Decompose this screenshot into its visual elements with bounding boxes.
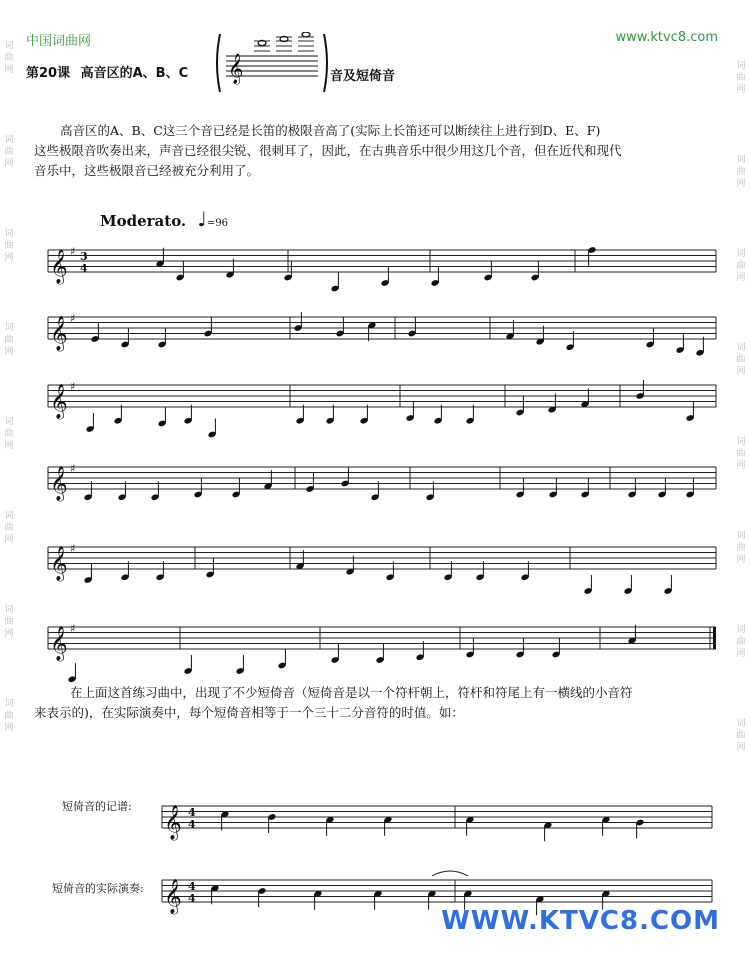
- time-sig-top: 3: [80, 250, 88, 263]
- intro-line-2: 这些极限音吹奏出来，声音已经很尖锐、很刺耳了，因此，在古典音乐中很少用这几个音，但在近代和现代: [34, 143, 622, 158]
- grace-line-2: 来表示的)，在实际演奏中，每个短倚音相等于一个三十二分音符的时值。如：: [34, 705, 464, 720]
- treble-clef-icon: 𝄞: [50, 466, 68, 501]
- treble-clef-icon: 𝄞: [50, 626, 68, 661]
- time-sig-top: 4: [188, 880, 196, 893]
- right-watermark-column: 词 曲 网 词 曲 网 词 曲 网 词 曲 网 词 曲 网 词 曲 网 词 曲 网 词 曲 网: [736, 61, 746, 753]
- tempo-text: Moderato.: [100, 212, 187, 230]
- intro-line-3: 音乐中，这些极限音已经被充分利用了。: [34, 163, 260, 178]
- time-sig-top: 4: [188, 806, 196, 819]
- lesson-title-suffix: 音及短倚音: [330, 69, 396, 84]
- key-sharp-icon: ♯: [70, 312, 76, 325]
- site-url-right[interactable]: www.ktvc8.com: [615, 30, 718, 45]
- treble-clef-icon: 𝄞: [164, 879, 182, 914]
- notation-label: 短倚音的记谱:: [62, 800, 132, 813]
- tie-arc: [432, 871, 468, 876]
- performance-label: 短倚音的实际演奏:: [52, 882, 144, 895]
- svg-text:𝄞: 𝄞: [228, 54, 244, 84]
- time-sig-bottom: 4: [80, 262, 88, 275]
- tempo-value: =96: [206, 218, 228, 229]
- treble-clef-icon: 𝄞: [164, 805, 182, 840]
- time-sig-bottom: 4: [188, 818, 196, 831]
- lesson-number: 第20课: [26, 66, 71, 81]
- key-sharp-icon: ♯: [70, 542, 76, 555]
- site-name-left: 中国词曲网: [26, 34, 92, 49]
- key-sharp-icon: ♯: [70, 622, 76, 635]
- key-sharp-icon: ♯: [70, 462, 76, 475]
- lesson-title-prefix: 高音区的A、B、C: [80, 66, 189, 81]
- footer-watermark-url[interactable]: WWW.KTVC8.COM: [441, 906, 720, 936]
- quarter-note-icon: ♩: [197, 207, 207, 231]
- key-sharp-icon: ♯: [70, 380, 76, 393]
- treble-clef-icon: 𝄞: [50, 316, 68, 351]
- treble-clef-icon: 𝄞: [50, 546, 68, 581]
- key-sharp-icon: ♯: [70, 245, 76, 258]
- intro-line-1: 高音区的A、B、C这三个音已经是长笛的极限音高了(实际上长笛还可以断续往上进行到D、E、F): [60, 123, 601, 138]
- treble-clef-icon: 𝄞: [50, 384, 68, 419]
- left-watermark-column: 词 曲 网 词 曲 网 词 曲 网 词 曲 网 词 曲 网 词 曲 网 词 曲 网 词 曲 网: [4, 41, 14, 733]
- treble-clef-icon: 𝄞: [50, 249, 68, 284]
- grace-line-1: 在上面这首练习曲中，出现了不少短倚音（短倚音是以一个符杆朝上，符杆和符尾上有一横线的小音符: [70, 685, 633, 700]
- time-sig-bottom: 4: [188, 892, 196, 905]
